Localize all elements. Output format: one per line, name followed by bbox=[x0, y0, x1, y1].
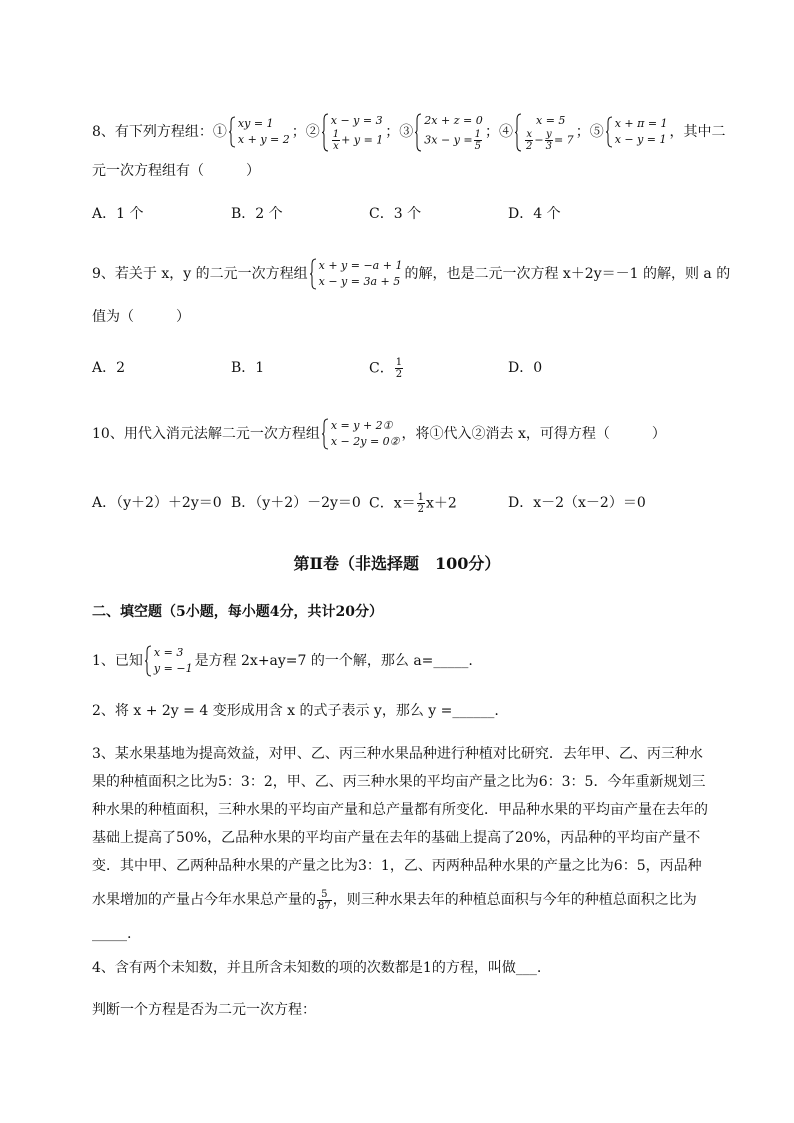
sys-row1: x + y = −a + 1 bbox=[318, 259, 403, 272]
sys4-end: = 7 bbox=[553, 133, 574, 146]
section-2-heading: 二、填空题（5小题，每小题4分，共计20分） bbox=[92, 604, 383, 620]
equation-system-5 bbox=[606, 116, 668, 148]
frac-num: y bbox=[545, 128, 552, 140]
question-10-line1 bbox=[92, 414, 666, 454]
f3-line6-pre: 水果增加的产量占今年水果总产量的 bbox=[92, 892, 316, 908]
option-c[interactable] bbox=[369, 492, 457, 515]
frac-num: 1 bbox=[417, 492, 424, 503]
equation-system bbox=[322, 418, 400, 450]
sys2-row1: x − y = 3 bbox=[330, 113, 383, 127]
brace-icon bbox=[606, 116, 613, 148]
fraction bbox=[332, 129, 340, 152]
sys3-row1: 2x + z = 0 bbox=[424, 113, 483, 127]
f3-line2: 果的种植面积之比为5：3：2，甲、乙、丙三种水果的平均亩产量之比为6：3：5．今年重新规划三 bbox=[92, 774, 706, 790]
f3-line6-post: ，则三种水果去年的种植总面积与今年的种植总面积之比为 bbox=[332, 892, 697, 908]
f1-prefix: 1、已知 bbox=[92, 653, 143, 669]
question-9-line2: 值为（ ） bbox=[92, 309, 190, 325]
frac-num: 1 bbox=[474, 128, 481, 140]
equation-system bbox=[310, 258, 403, 290]
q10-suffix: ，将①代入②消去 x，可得方程（ ） bbox=[401, 426, 666, 442]
option-a[interactable]: A．（y＋2）＋2y＝0 bbox=[92, 495, 222, 511]
equation-system-3 bbox=[415, 113, 483, 152]
f1-suffix: 是方程 2x+ay=7 的一个解，那么 a=_____. bbox=[194, 653, 473, 669]
sys-row1: x = 3 bbox=[153, 646, 184, 659]
equation-system-2 bbox=[322, 113, 384, 152]
frac-den: 5 bbox=[474, 140, 481, 152]
question-10-options bbox=[92, 492, 752, 514]
fill-1 bbox=[92, 641, 473, 681]
mark-4: ④ bbox=[499, 124, 513, 140]
sys4-row2 bbox=[524, 129, 574, 152]
q10-prefix: 10、用代入消元法解二元一次方程组 bbox=[92, 426, 320, 442]
frac-num: 5 bbox=[317, 889, 332, 901]
fraction bbox=[474, 129, 482, 152]
mark-1: ① bbox=[212, 124, 227, 140]
option-d[interactable]: D．0 bbox=[508, 360, 543, 376]
option-c-rest: x＋2 bbox=[425, 495, 457, 512]
q9-prefix: 9、若关于 x，y 的二元一次方程组 bbox=[92, 266, 308, 282]
question-9-options bbox=[92, 357, 752, 379]
sys1-row1: xy = 1 bbox=[237, 117, 274, 130]
f3-line1: 3、某水果基地为提高效益，对甲、乙、丙三种水果品种进行种植对比研究．去年甲、乙、丙三种水 bbox=[92, 746, 703, 762]
q8-tail: ，其中二 bbox=[669, 124, 726, 140]
option-d[interactable]: D．x－2（x－2）＝0 bbox=[508, 495, 646, 511]
question-8-options bbox=[92, 203, 752, 225]
sys4-row1: x = 5 bbox=[536, 113, 566, 127]
equation-system-4 bbox=[515, 113, 574, 152]
frac-den: 3 bbox=[545, 140, 552, 152]
sys-row2: x − 2y = 0② bbox=[330, 435, 400, 448]
fraction bbox=[545, 129, 553, 152]
equation-system-1 bbox=[229, 116, 290, 148]
sys-row2: y = −1 bbox=[153, 662, 193, 675]
brace-icon bbox=[145, 645, 152, 677]
sep: ； bbox=[291, 124, 306, 140]
q9-suffix: 的解，也是二元一次方程 x＋2y＝－1 的解，则 a 的 bbox=[404, 266, 731, 282]
option-c-label: C．x＝ bbox=[369, 495, 416, 512]
option-b[interactable]: B．1 bbox=[231, 360, 265, 376]
brace-icon bbox=[515, 113, 522, 152]
sys3-row2-text: 3x − y = bbox=[424, 133, 473, 146]
sep: ； bbox=[385, 124, 400, 140]
brace-icon bbox=[322, 113, 329, 152]
option-a[interactable]: A．2 bbox=[92, 360, 126, 376]
frac-num: 1 bbox=[395, 357, 403, 368]
option-c-label: C． bbox=[369, 360, 394, 377]
sys1-row2: x + y = 2 bbox=[237, 133, 290, 146]
q8-prefix: 8、有下列方程组： bbox=[92, 124, 213, 140]
sys5-row2: x − y = 1 bbox=[614, 133, 667, 146]
sys2-row2-rest: + y = 1 bbox=[341, 133, 384, 146]
brace-icon bbox=[310, 258, 317, 290]
option-b[interactable]: B．（y＋2）－2y＝0 bbox=[231, 495, 361, 511]
frac-num: 1 bbox=[332, 128, 340, 140]
fill-4-subtext: 判断一个方程是否为二元一次方程： bbox=[92, 1002, 316, 1018]
sys2-row2 bbox=[331, 129, 384, 152]
fraction bbox=[317, 889, 332, 912]
fill-2: 2、将 x + 2y = 4 变形成用含 x 的式子表示 y，那么 y =______. bbox=[92, 703, 499, 719]
f3-line7: _____. bbox=[92, 926, 132, 942]
sep: ； bbox=[575, 124, 590, 140]
mark-2: ② bbox=[305, 124, 320, 140]
question-8-line1 bbox=[92, 108, 726, 156]
fraction bbox=[525, 129, 533, 152]
frac-num: x bbox=[526, 128, 532, 140]
question-8-line2: 元一次方程组有（ ） bbox=[92, 163, 260, 179]
question-9-line1 bbox=[92, 254, 730, 294]
f3-line3: 种水果的种植面积，三种水果的平均亩产量和总产量都有所变化．甲品种水果的平均亩产量在去年的 bbox=[92, 802, 708, 818]
mark-3: ③ bbox=[399, 124, 414, 140]
part-2-title: 第Ⅱ卷（非选择题 100分） bbox=[293, 554, 501, 573]
fill-3 bbox=[92, 740, 752, 948]
sys-row2: x − y = 3a + 5 bbox=[318, 275, 401, 288]
brace-icon bbox=[415, 113, 422, 152]
option-c[interactable]: C．3 个 bbox=[369, 206, 422, 222]
minus: − bbox=[534, 133, 544, 146]
brace-icon bbox=[322, 418, 329, 450]
f3-line4: 基础上提高了50%，乙品种水果的平均亩产量在去年的基础上提高了20%，丙品种的平均亩产量不 bbox=[92, 830, 701, 846]
frac-den: x bbox=[333, 140, 339, 152]
equation-system bbox=[145, 645, 193, 677]
fill-4: 4、含有两个未知数，并且所含未知数的项的次数都是1的方程，叫做___. bbox=[92, 960, 542, 976]
frac-den: 2 bbox=[417, 504, 424, 515]
sys3-row2 bbox=[424, 129, 483, 152]
frac-den: 2 bbox=[526, 140, 533, 152]
sys-row1: x = y + 2① bbox=[330, 419, 393, 432]
sep: ； bbox=[485, 124, 499, 140]
frac-den: 2 bbox=[395, 369, 403, 380]
frac-den: 87 bbox=[318, 900, 331, 912]
fraction bbox=[395, 357, 403, 380]
option-a[interactable]: A．1 个 bbox=[92, 206, 144, 222]
fraction bbox=[417, 492, 425, 515]
f3-line6 bbox=[92, 880, 752, 920]
option-c[interactable] bbox=[369, 357, 404, 380]
option-b[interactable]: B．2 个 bbox=[231, 206, 283, 222]
option-d[interactable]: D．4 个 bbox=[508, 206, 561, 222]
brace-icon bbox=[229, 116, 236, 148]
sys5-row1: x + π = 1 bbox=[614, 117, 668, 130]
mark-5: ⑤ bbox=[589, 124, 604, 140]
f3-line5: 变．其中甲、乙两种品种水果的产量之比为3：1，乙、丙两种品种水果的产量之比为6：5，丙品种 bbox=[92, 858, 702, 874]
